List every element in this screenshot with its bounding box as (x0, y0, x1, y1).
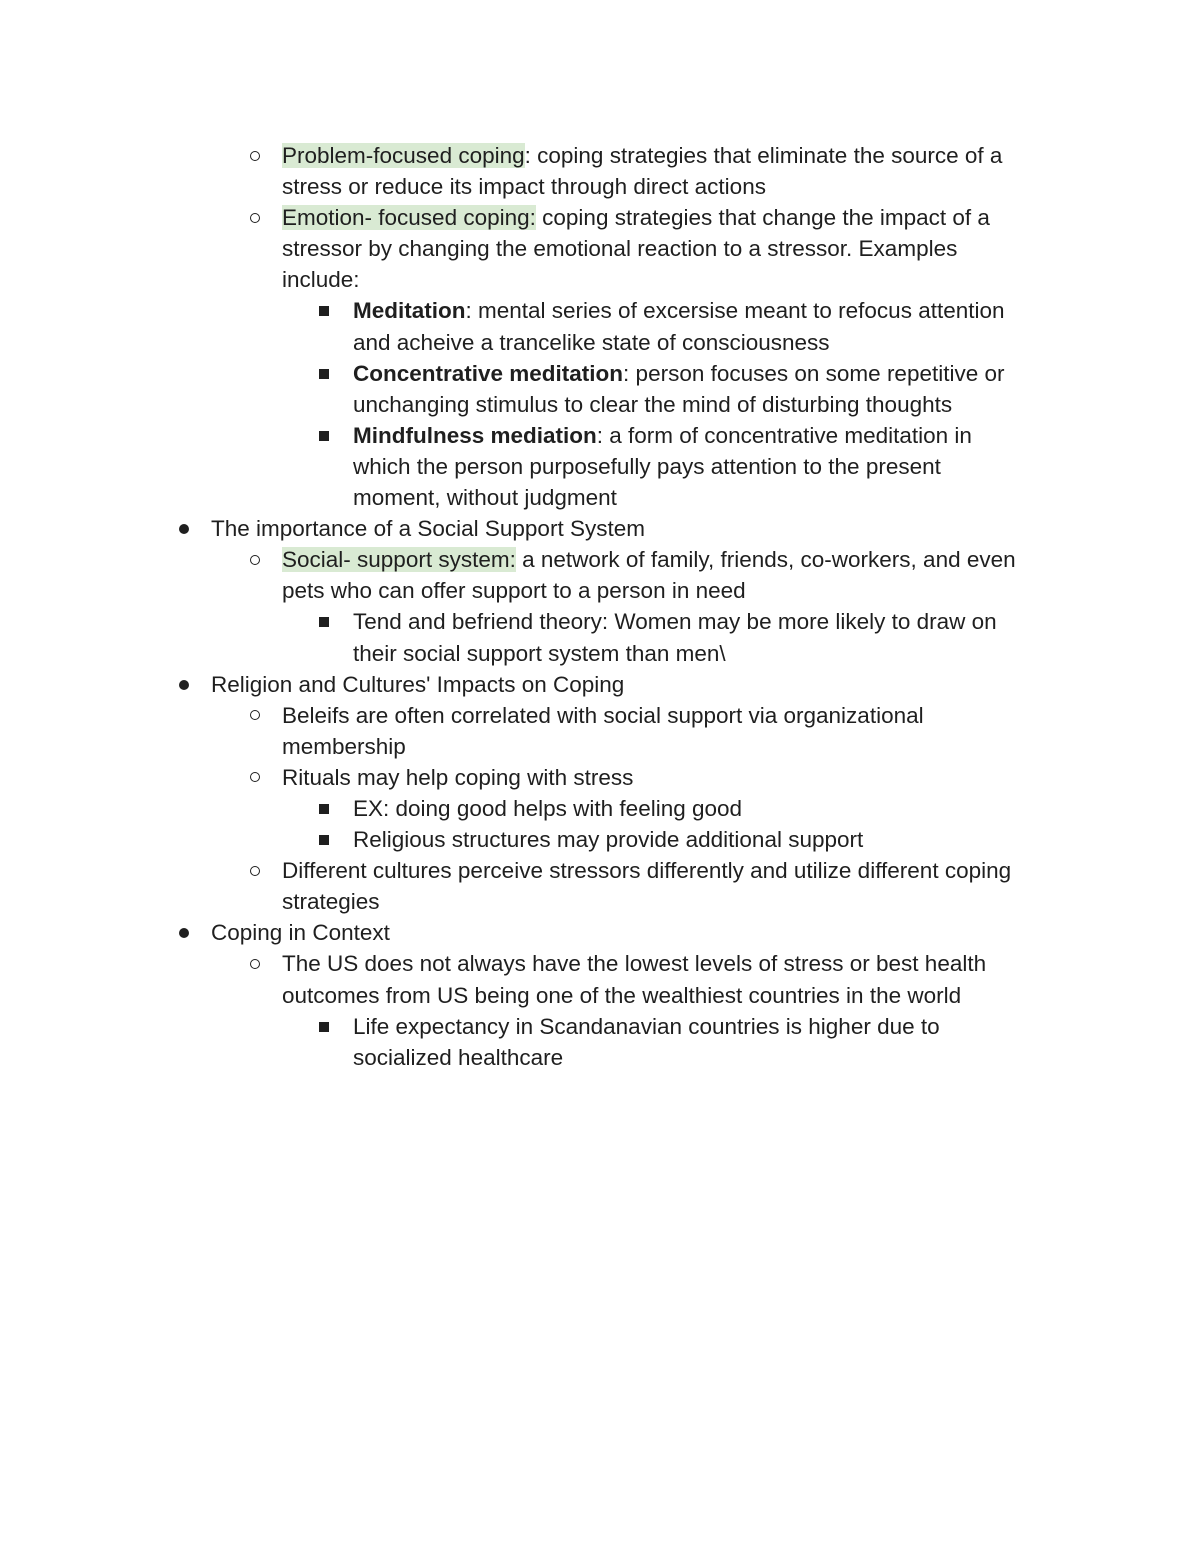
bold-term: Meditation (353, 298, 466, 324)
definition-text: EX: doing good helps with feeling good (353, 795, 743, 821)
definition-text: socialized healthcare (353, 1044, 564, 1070)
list-item-example (0, 793, 1200, 824)
definition-text: Tend and befriend theory: Women may be more likely to draw on (353, 609, 997, 635)
hollow-circle-bullet-icon (250, 555, 260, 565)
list-item-emotion-focused-coping (0, 202, 1200, 233)
highlighted-term: Problem-focused coping (282, 143, 525, 168)
definition-text: pets who can offer support to a person in need (282, 578, 746, 604)
list-item-social-support-heading (0, 513, 1200, 544)
definition-text: membership (282, 733, 406, 759)
hollow-circle-bullet-icon (250, 866, 260, 876)
list-item-religion-heading (0, 669, 1200, 700)
list-item-religious-structures (0, 824, 1200, 855)
list-item-continuation (0, 171, 1200, 202)
list-item-continuation (0, 886, 1200, 917)
definition-text: outcomes from US being one of the wealthiest countries in the world (282, 982, 962, 1008)
square-bullet-icon (319, 617, 329, 627)
list-item-continuation (0, 1042, 1200, 1073)
filled-circle-bullet-icon (179, 524, 189, 534)
square-bullet-icon (319, 306, 329, 316)
square-bullet-icon (319, 369, 329, 379)
list-item-continuation (0, 451, 1200, 482)
list-item-continuation (0, 575, 1200, 606)
list-item-continuation (0, 264, 1200, 295)
definition-text: The US does not always have the lowest levels of stress or best health (282, 951, 987, 977)
list-item-beliefs (0, 700, 1200, 731)
definition-text: Beleifs are often correlated with social support via organizational (282, 702, 924, 728)
square-bullet-icon (319, 804, 329, 814)
definition-text: : a form of concentrative meditation in (596, 422, 972, 448)
list-item-problem-focused-coping (0, 140, 1200, 171)
list-item-life-expectancy (0, 1011, 1200, 1042)
highlighted-term: Emotion- focused coping: (282, 205, 536, 231)
section-text: Religion and Cultures' Impacts on Coping (211, 671, 625, 697)
list-item-rituals (0, 762, 1200, 793)
list-item-continuation (0, 731, 1200, 762)
bold-term: Concentrative meditation (353, 360, 624, 386)
definition-text: : coping strategies that eliminate the source of a (524, 143, 1003, 168)
hollow-circle-bullet-icon (250, 959, 260, 969)
list-item-social-support-system (0, 544, 1200, 575)
hollow-circle-bullet-icon (250, 151, 260, 161)
square-bullet-icon (319, 431, 329, 441)
list-item-coping-context-heading (0, 917, 1200, 948)
definition-text: their social support system than men\ (353, 640, 726, 666)
definition-text: a network of family, friends, co-workers, and even (515, 547, 1016, 573)
definition-text: and acheive a trancelike state of consciousness (353, 329, 830, 355)
list-item-cultures (0, 855, 1200, 886)
hollow-circle-bullet-icon (250, 213, 260, 223)
square-bullet-icon (319, 1022, 329, 1032)
list-item-mindfulness-mediation (0, 420, 1200, 451)
definition-text: : mental series of excersise meant to refocus attention (465, 298, 1005, 324)
list-item-continuation (0, 327, 1200, 358)
definition-text: coping strategies that change the impact of a (535, 205, 990, 231)
definition-text: unchanging stimulus to clear the mind of disturbing thoughts (353, 391, 953, 417)
list-item-tend-befriend (0, 606, 1200, 637)
definition-text: Life expectancy in Scandanavian countries is higher due to (353, 1013, 940, 1039)
definition-text: stressor by changing the emotional reaction to a stressor. Examples (282, 236, 958, 262)
notes-outline (0, 140, 1200, 1073)
definition-text: Rituals may help coping with stress (282, 764, 634, 790)
definition-text: Different cultures perceive stressors differently and utilize different coping (282, 858, 1012, 884)
definition-text: Religious structures may provide additional support (353, 827, 864, 853)
definition-text: stress or reduce its impact through direct actions (282, 174, 766, 200)
highlighted-term: Social- support system: (282, 547, 516, 573)
list-item-concentrative-meditation (0, 358, 1200, 389)
hollow-circle-bullet-icon (250, 772, 260, 782)
definition-text: strategies (282, 889, 380, 915)
list-item-us-stress (0, 948, 1200, 979)
list-item-continuation (0, 482, 1200, 513)
definition-text: : person focuses on some repetitive or (623, 360, 1005, 386)
list-item-continuation (0, 638, 1200, 669)
section-text: The importance of a Social Support System (211, 516, 645, 542)
filled-circle-bullet-icon (179, 680, 189, 690)
list-item-meditation (0, 295, 1200, 326)
list-item-continuation (0, 389, 1200, 420)
bold-term: Mindfulness mediation (353, 422, 597, 448)
definition-text: moment, without judgment (353, 485, 617, 511)
definition-text: include: (282, 267, 360, 293)
definition-text: which the person purposefully pays attention to the present (353, 453, 941, 479)
hollow-circle-bullet-icon (250, 710, 260, 720)
section-text: Coping in Context (211, 920, 390, 946)
list-item-continuation (0, 980, 1200, 1011)
list-item-continuation (0, 233, 1200, 264)
filled-circle-bullet-icon (179, 928, 189, 938)
square-bullet-icon (319, 835, 329, 845)
